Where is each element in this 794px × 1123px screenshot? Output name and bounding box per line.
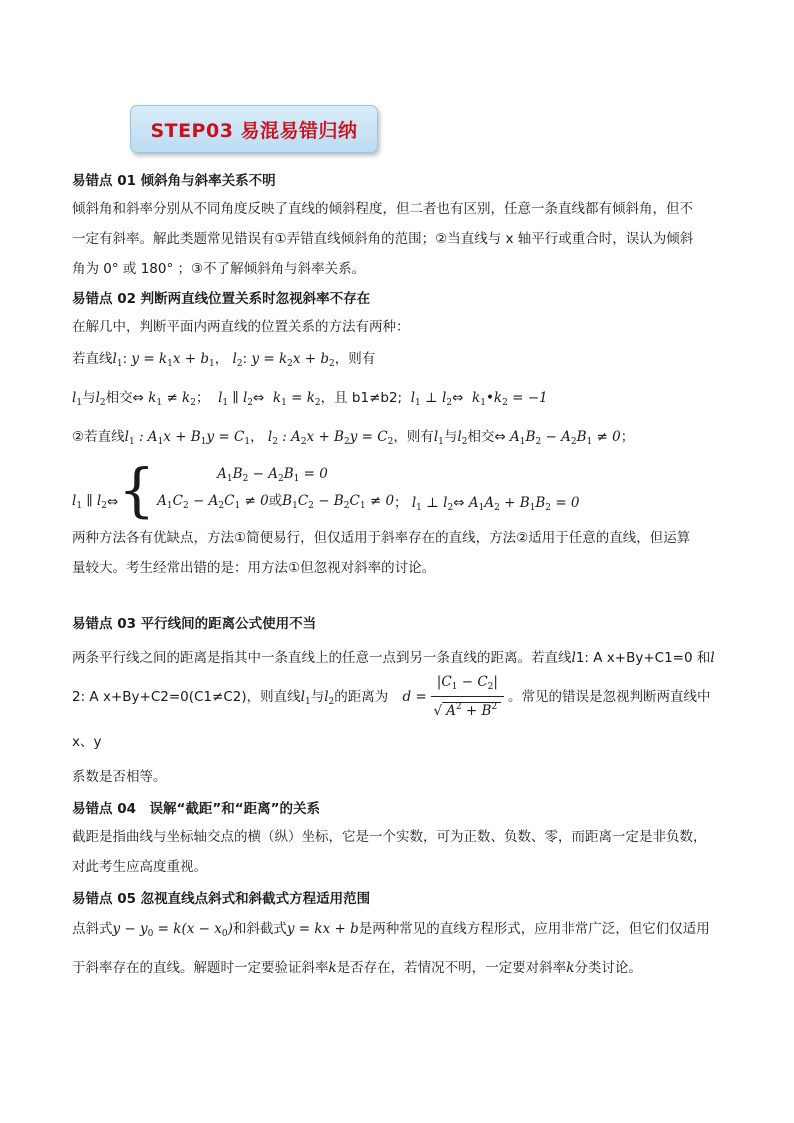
step-banner: STEP03 易混易错归纳	[130, 105, 378, 153]
s2-method2: ②若直线$l_1$ : $A_1x + B_1y = C_1$， $l_2$ : $A_2x + B_2y = C_2$，则有$l_1$与$l_2$相交⇔ $A_1B_2 - A_2B_1 \ne 0$；	[72, 429, 635, 447]
s2-summary2: 量较大。考生经常出错的是：用方法①但忽视对斜率的讨论。	[72, 560, 436, 576]
s2-method1: 若直线$l_1$: $y = k_1x + b_1$， $l_2$: $y = k_2x + b_2$，则有	[72, 351, 376, 369]
math-point-slope: $y - y_0 = k(x - x_0)$	[112, 921, 233, 939]
math-a-b-neq: $A_1B_2 - A_2B_1 \ne 0$	[510, 429, 621, 447]
math-slope-intercept: y = kx + b	[286, 921, 359, 937]
section-title-03: 易错点 03 平行线间的距离公式使用不当	[72, 616, 317, 632]
s1-line1: 倾斜角和斜率分别从不同角度反映了直线的倾斜程度，但二者也有区别，任意一条直线都有倾斜角，但不	[72, 201, 693, 217]
s3-line2: 2: A x+By+C2=0(C1≠C2)，则直线$l_1$与$l_2$的距离为 d = $\frac{|C_1 - C_2|}{√ A^2 + B^2}$ 。常见的错误是忽视判断两直线中 x、y	[72, 674, 711, 750]
section-title-04: 易错点 04 误解“截距”和“距离”的关系	[72, 801, 320, 817]
section-title-02: 易错点 02 判断两直线位置关系时忽视斜率不存在	[72, 291, 371, 307]
s1-line2: 一定有斜率。解此类题常见错误有①弄错直线倾斜角的范围；②当直线与 x 轴平行或重合时，误认为倾斜	[72, 231, 694, 247]
s2-intro: 在解几中，判断平面内两直线的位置关系的方法有两种：	[72, 319, 410, 335]
s4-line1: 截距是指曲线与坐标轴交点的横（纵）坐标，它是一个实数，可为正数、负数、零，而距离一定是非负数，	[72, 829, 707, 845]
math-l1: $l_1$	[112, 351, 123, 369]
s4-line2: 对此考生应高度重视。	[72, 859, 207, 875]
s1-line3: 角为 0° 或 180° ；③不了解倾斜角与斜率关系。	[72, 261, 366, 277]
math-distance-formula: d = $\frac{|C_1 - C_2|}{√ A^2 + B^2}$	[403, 673, 508, 721]
s2-method1-relations: $l_1$与$l_2$相交⇔ $k_1 \ne k_2$； $l_1$ ∥ $l_2\Leftrightarrow$ $k_1 = k_2$，且 b1≠b2; $l_1$ ⊥ $l_2\Leftrightarrow$ $k_1•k_2 = -1$	[72, 390, 548, 408]
math-system: { $A_1B_2 - A_2B_1 = 0$ $A_1C_2 - A_2C_1 \ne 0$或$B_1C_2 - B_2C_1 \ne 0$	[118, 456, 395, 524]
math-k-perp: $k_1•k_2 = -1$	[472, 390, 548, 408]
math-k-eq: $k_1 = k_2$	[272, 390, 321, 408]
document-body	[72, 168, 732, 985]
s2-summary1: 两种方法各有优缺点，方法①简便易行，但仅适用于斜率存在的直线，方法②适用于任意的直线，但运算	[72, 530, 691, 546]
section-title-05: 易错点 05 忽视直线点斜式和斜截式方程适用范围	[72, 891, 371, 907]
s2-parallel-system: $l_1$ ∥ $l_2$ ⇔ { $A_1B_2 - A_2B_1 = 0$ $A_1C_2 - A_2C_1 \ne 0$或$B_1C_2 - B_2C_1 \ne 0$ ； $l_1$ ⊥ $l_2\Leftrightarrow$ $A_1A_2 + B_1B_2 = 0$	[72, 456, 580, 524]
math-eq-l2: $y = k_2x + b_2$	[251, 351, 335, 369]
section-title-01: 易错点 01 倾斜角与斜率关系不明	[72, 173, 276, 189]
s3-line3: 系数是否相等。	[72, 769, 167, 785]
s5-line2: 于斜率存在的直线。解题时一定要验证斜率k是否存在，若情况不明，一定要对斜率k分类讨论。	[72, 960, 642, 976]
math-k-neq: $k_1 \ne k_2$	[148, 390, 196, 408]
math-l2: $l_2$	[232, 351, 243, 369]
s3-line1: 两条平行线之间的距离是指其中一条直线上的任意一点到另一条直线的距离。若直线l1: A x+By+C1=0 和l	[72, 650, 715, 666]
math-eq-l1: $y = k_1x + b_1$	[131, 351, 215, 369]
math-perp-general: $A_1A_2 + B_1B_2 = 0$	[468, 495, 580, 513]
s5-line1: 点斜式$y - y_0 = k(x - x_0)$和斜截式y = kx + b是两种常见的直线方程形式，应用非常广泛，但它们仅适用	[72, 921, 710, 939]
